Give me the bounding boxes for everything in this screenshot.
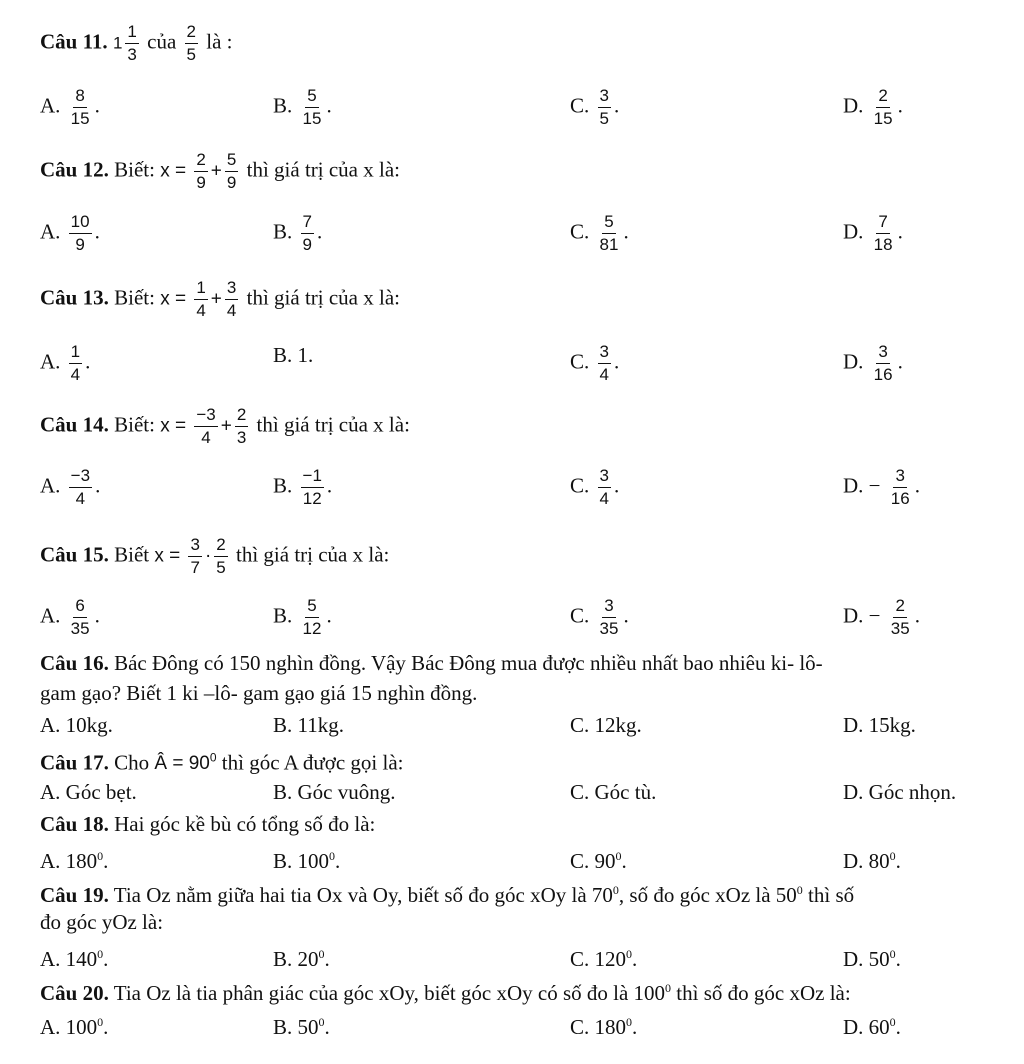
option-c[interactable]: C. $\frac{3}{5}$ . [570, 86, 620, 128]
option-b[interactable]: B. $50^0$. [273, 1015, 330, 1039]
text: của [147, 29, 177, 54]
question-20: Câu 20. Tia Oz là tia phân giác của góc xOy, biết góc xOy có số đo là $100^0$ thì số đo góc xOz là: [40, 981, 851, 1005]
question-label: Câu 17. [40, 750, 109, 775]
option-b[interactable]: B. $20^0$. [273, 947, 330, 971]
question-12: Câu 12. Biết: x = $\frac{2}{9}$ + $\frac{5}{9}$ thì giá trị của x là: [40, 150, 400, 192]
option-b[interactable]: B. 1. [273, 343, 314, 367]
option-c[interactable]: C. $\frac{3}{4}$ . [570, 466, 620, 508]
option-b[interactable]: B. $\frac{5}{12}$ . [273, 596, 332, 638]
question-16-line2: gam gạo? Biết 1 ki –lô- gam gạo giá 15 nghìn đồng. [40, 681, 478, 705]
option-b[interactable]: B. $\frac{7}{9}$ . [273, 212, 323, 254]
option-c[interactable]: C. $90^0$. [570, 849, 627, 873]
option-c[interactable]: C. $\frac{3}{4}$ . [570, 342, 620, 384]
option-d[interactable]: D. 15kg. [843, 713, 916, 737]
option-c[interactable]: C. 12kg. [570, 713, 642, 737]
option-b[interactable]: B. $\frac{5}{15}$ . [273, 86, 332, 128]
question-label: Câu 15. [40, 542, 109, 567]
option-a[interactable]: A. $\frac{6}{35}$ . [40, 596, 100, 638]
question-15: Câu 15. Biết x = $\frac{3}{7}$ · $\frac{2}{5}$ thì giá trị của x là: [40, 535, 390, 577]
option-d[interactable]: D. Góc nhọn. [843, 780, 957, 804]
option-a[interactable]: A. 10kg. [40, 713, 113, 737]
question-label: Câu 18. [40, 812, 109, 836]
question-19: Câu 19. Tia Oz nằm giữa hai tia Ox và Oy, biết số đo góc xOy là $70^0$, số đo góc xOz là $50^0$ thì số [40, 883, 855, 907]
option-a[interactable]: A. $180^0$. [40, 849, 109, 873]
text: là : [206, 29, 233, 54]
question-11 [40, 22, 233, 65]
option-a[interactable]: A. $\frac{8}{15}$ . [40, 86, 100, 128]
question-18: Câu 18. Hai góc kề bù có tổng số đo là: [40, 812, 376, 836]
question-label: Câu 14. [40, 412, 109, 437]
fraction: $\frac{1}{3}$ [127, 22, 137, 64]
question-label: Câu 13. [40, 285, 109, 310]
question-label: Câu 11. [40, 29, 108, 54]
option-b[interactable]: B. $\frac{-1}{12}$ . [273, 466, 333, 508]
option-d[interactable]: D. $80^0$. [843, 849, 901, 873]
option-a[interactable]: A. Góc bẹt. [40, 780, 137, 804]
question-label: Câu 19. [40, 883, 109, 907]
question-label: Câu 20. [40, 981, 109, 1005]
mixed-whole: 1 [112, 33, 123, 53]
question-14: Câu 14. Biết: x = $\frac{-3}{4}$ + $\frac{2}{3}$ thì giá trị của x là: [40, 405, 410, 447]
question-label: Câu 16. [40, 651, 109, 675]
option-d[interactable]: D. − $\frac{3}{16}$ . [843, 466, 920, 508]
option-c[interactable]: C. $120^0$. [570, 947, 638, 971]
fraction: $\frac{2}{5}$ [186, 22, 196, 64]
option-c[interactable]: C. $180^0$. [570, 1015, 638, 1039]
option-b[interactable]: B. $100^0$. [273, 849, 341, 873]
option-c[interactable]: C. $\frac{5}{81}$ . [570, 212, 629, 254]
option-a[interactable]: A. $\frac{10}{9}$ . [40, 212, 100, 254]
option-d[interactable]: D. $\frac{7}{18}$ . [843, 212, 903, 254]
option-a[interactable]: A. $\frac{-3}{4}$ . [40, 466, 101, 508]
option-b[interactable]: B. Góc vuông. [273, 780, 396, 804]
option-c[interactable]: C. Góc tù. [570, 780, 657, 804]
option-d[interactable]: D. $50^0$. [843, 947, 901, 971]
question-19-line2: đo góc yOz là: [40, 910, 164, 934]
option-a[interactable]: A. $140^0$. [40, 947, 109, 971]
option-b[interactable]: B. 11kg. [273, 713, 344, 737]
question-16: Câu 16. Bác Đông có 150 nghìn đồng. Vậy Bác Đông mua được nhiều nhất bao nhiêu ki- lô- [40, 651, 823, 675]
option-a[interactable]: A. $\frac{1}{4}$ . [40, 342, 91, 384]
option-d[interactable]: D. $60^0$. [843, 1015, 901, 1039]
option-d[interactable]: D. $\frac{3}{16}$ . [843, 342, 903, 384]
option-d[interactable]: D. − $\frac{2}{35}$ . [843, 596, 920, 638]
option-a[interactable]: A. $100^0$. [40, 1015, 109, 1039]
question-label: Câu 12. [40, 157, 109, 182]
question-13: Câu 13. Biết: x = $\frac{1}{4}$ + $\frac{3}{4}$ thì giá trị của x là: [40, 278, 400, 320]
question-17: Câu 17. Cho Â = $90^0$ thì góc A được gọi là: [40, 750, 404, 775]
option-c[interactable]: C. $\frac{3}{35}$ . [570, 596, 629, 638]
option-d[interactable]: D. $\frac{2}{15}$ . [843, 86, 903, 128]
